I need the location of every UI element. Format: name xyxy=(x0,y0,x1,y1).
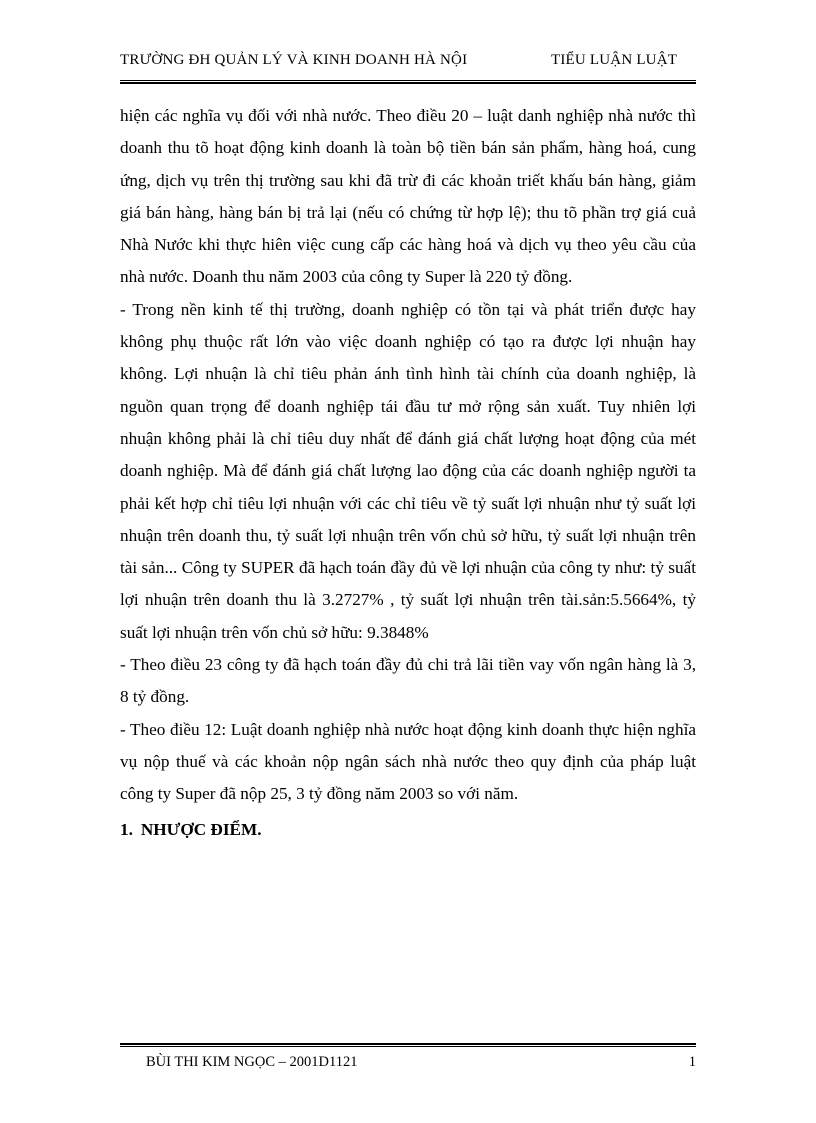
body-paragraph: - Trong nền kinh tế thị trường, doanh nghiệp có tồn tại và phát triển được hay không phụ thuộc rất lớn vào việc doanh nghiệp có tạo ra được lợi nhuận hay không. Lợi nhuận là chỉ tiêu phản ánh tình hình tài chính của doanh nghiệp, là nguồn quan trọng để doanh nghiệp tái đầu tư mở rộng sản xuất. Tuy nhiên lợi nhuận không phải là chỉ tiêu duy nhất để đánh giá chất lượng hoạt động của mét doanh nghiệp. Mà để đánh giá chất lượng lao động của các doanh nghiệp người ta phải kết hợp chỉ tiêu lợi nhuận với các chỉ tiêu về tỷ suất lợi nhuận như tỷ suất lợi nhuận trên doanh thu, tỷ suất lợi nhuận trên vốn chủ sở hữu, tỷ suất lợi nhuận trên tài sản... Công ty SUPER đã hạch toán đầy đủ về lợi nhuận của công ty như: tỷ suất lợi nhuận trên doanh thu là 3.2727% , tỷ suất lợi nhuận trên tài.sản:5.5664%, tỷ suất lợi nhuận trên vốn chủ sở hữu: 9.3848% xyxy=(120,299,696,642)
body-paragraph: hiện các nghĩa vụ đối với nhà nước. Theo điều 20 – luật danh nghiệp nhà nước thì doanh thu tõ hoạt động kinh doanh là toàn bộ tiền bán sản phẩm, hàng hoá, cung ứng, dịch vụ trên thị trường sau khi đã trừ đi các khoản triết khấu bán hàng, giảm giá bán hàng, hàng bán bị trả lại (nếu có chứng từ hợp lệ); thu tõ phần trợ giá cuả Nhà Nước khi thực hiên việc cung cấp các hàng hoá và dịch vụ theo yêu cầu của nhà nước. Doanh thu năm 2003 của công ty Super là 220 tỷ đồng. xyxy=(120,106,696,287)
page-header xyxy=(120,52,696,74)
page-number: 1 xyxy=(688,1054,696,1070)
school-name: TRƯỜNG ĐH QUẢN LÝ VÀ KINH DOANH HÀ NỘI xyxy=(120,52,468,68)
document-type: TIỂU LUẬN LUẬT xyxy=(551,52,678,68)
section-heading xyxy=(120,814,696,846)
author-name: BÙI THI KIM NGỌC – 2001D1121 xyxy=(146,1054,358,1070)
section-number: 1. xyxy=(120,819,133,839)
footer-rule xyxy=(120,1043,696,1045)
body-paragraph: - Theo điều 23 công ty đã hạch toán đầy đủ chi trả lãi tiền vay vốn ngân hàng là 3, 8 tỷ đồng. xyxy=(120,655,696,707)
document-body xyxy=(120,100,696,846)
header-rule xyxy=(120,80,696,81)
section-title: NHƯỢC ĐIỂM. xyxy=(140,819,262,839)
body-paragraph: - Theo điều 12: Luật doanh nghiệp nhà nước hoạt động kinh doanh thực hiện nghĩa vụ nộp thuế và các khoản nộp ngân sách nhà nước theo quy định của pháp luật công ty Super đã nộp 25, 3 tỷ đồng năm 2003 so với năm. xyxy=(120,719,696,804)
